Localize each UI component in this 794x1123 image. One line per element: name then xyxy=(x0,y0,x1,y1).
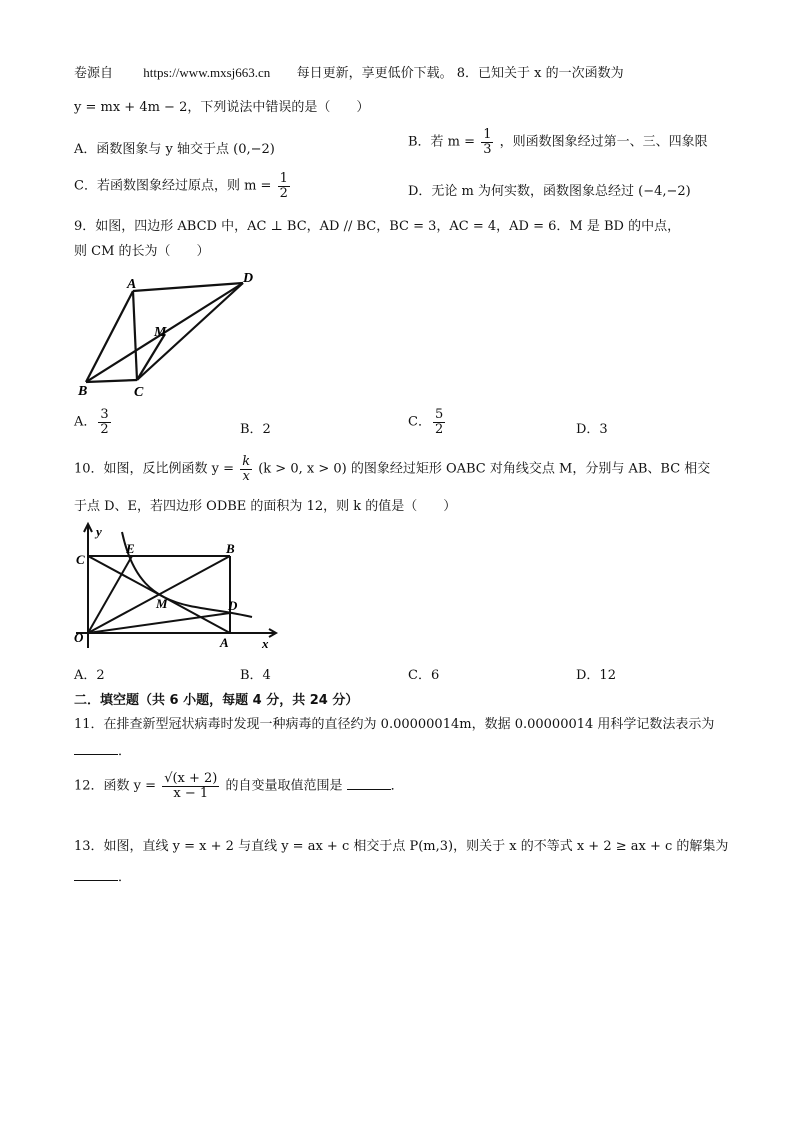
q10-label-y: y xyxy=(96,524,102,539)
q11-answer-blank[interactable] xyxy=(74,744,118,755)
q9-label-b: B xyxy=(78,384,88,399)
q8-option-b-fraction: $\frac{1}{3}$ xyxy=(483,127,492,157)
q13-stem: 13．如图，直线 y = x + 2 与直线 y = ax + c 相交于点 P(m,3)，则关于 x 的不等式 x + 2 ≥ ax + c 的解集为 xyxy=(74,839,729,854)
q13-answer: ． xyxy=(74,866,131,885)
q8-option-c: C．若函数图象经过原点，则 m = $\frac{1}{2}$ xyxy=(74,171,288,201)
q10-label-d: D xyxy=(228,598,238,613)
q9-option-b: B．2 xyxy=(240,422,271,437)
q11-stem: 11．在排查新型冠状病毒时发现一种病毒的直径约为 0.00000014m，数据 0.00000014 用科学记数法表示为 xyxy=(74,717,715,732)
source-url[interactable]: https://www.mxsj663.cn xyxy=(143,65,271,80)
q10-label-o: O xyxy=(74,630,84,645)
q9-stem-2: 则 CM 的长为（ ） xyxy=(74,244,210,259)
q8-option-b: B．若 m = $\frac{1}{3}$ ，则函数图象经过第一、三、四象限 xyxy=(408,127,708,157)
q12-answer-blank[interactable] xyxy=(347,779,391,790)
q11-answer: ． xyxy=(74,740,131,759)
q8-stem-1: 8．已知关于 x 的一次函数为 xyxy=(456,66,624,81)
q10-label-x: x xyxy=(262,636,269,651)
q10-label-m: M xyxy=(156,596,168,611)
q8-stem-2: y = mx + 4m − 2，下列说法中错误的是（ ） xyxy=(74,100,370,115)
q9-option-c-fraction: $\frac{5}{2}$ xyxy=(434,407,444,437)
q9-option-a: A． $\frac{3}{2}$ xyxy=(74,407,109,437)
q13-answer-blank[interactable] xyxy=(74,870,118,881)
header-line xyxy=(74,62,624,81)
header-notice: 每日更新，享更低价下载。 xyxy=(296,66,453,81)
q10-option-b: B．4 xyxy=(240,668,271,683)
q10-option-a: A．2 xyxy=(74,668,105,683)
source-label: 卷源自 xyxy=(74,66,114,81)
q10-fraction: $\frac{k}{x}$ xyxy=(242,454,251,484)
q10-stem-2: 于点 D、E，若四边形 ODBE 的面积为 12，则 k 的值是（ ） xyxy=(74,499,457,514)
q9-label-m: M xyxy=(154,325,167,340)
q8-option-c-fraction: $\frac{1}{2}$ xyxy=(279,171,288,201)
q8-option-d: D．无论 m 为何实数，函数图象总经过 (−4,−2) xyxy=(408,184,691,199)
q12-stem: 12．函数 y = $\frac{√(x + 2)}{x - 1}$ 的自变量取值范围是 ． xyxy=(74,771,404,801)
q12-fraction: $\frac{√(x + 2)}{x - 1}$ xyxy=(164,771,218,801)
q10-label-b: B xyxy=(226,541,235,556)
q9-figure xyxy=(72,266,272,401)
q10-label-c: C xyxy=(76,552,85,567)
q10-option-c: C．6 xyxy=(408,668,440,683)
q9-label-a: A xyxy=(127,277,137,292)
q10-label-e: E xyxy=(126,541,135,556)
q10-option-d: D．12 xyxy=(576,668,616,683)
q9-stem-1: 9．如图，四边形 ABCD 中，AC ⊥ BC，AD // BC，BC = 3，AC = 4，AD = 6．M 是 BD 的中点， xyxy=(74,219,681,234)
q9-option-c: C． $\frac{5}{2}$ xyxy=(408,407,444,437)
q8-option-a: A．函数图象与 y 轴交于点 (0,−2) xyxy=(74,142,275,157)
q10-label-a: A xyxy=(220,635,229,650)
q9-label-d: D xyxy=(243,271,254,286)
section-title: 二．填空题（共 6 小题，每题 4 分，共 24 分） xyxy=(74,693,359,708)
q9-option-d: D．3 xyxy=(576,422,608,437)
q9-option-a-fraction: $\frac{3}{2}$ xyxy=(100,407,109,437)
q9-label-c: C xyxy=(134,385,144,400)
q10-stem-1: 10．如图，反比例函数 y = $\frac{k}{x}$ (k > 0, x > 0) 的图象经过矩形 OABC 对角线交点 M，分别与 AB、BC 相交 xyxy=(74,454,711,484)
q10-figure xyxy=(70,520,280,655)
